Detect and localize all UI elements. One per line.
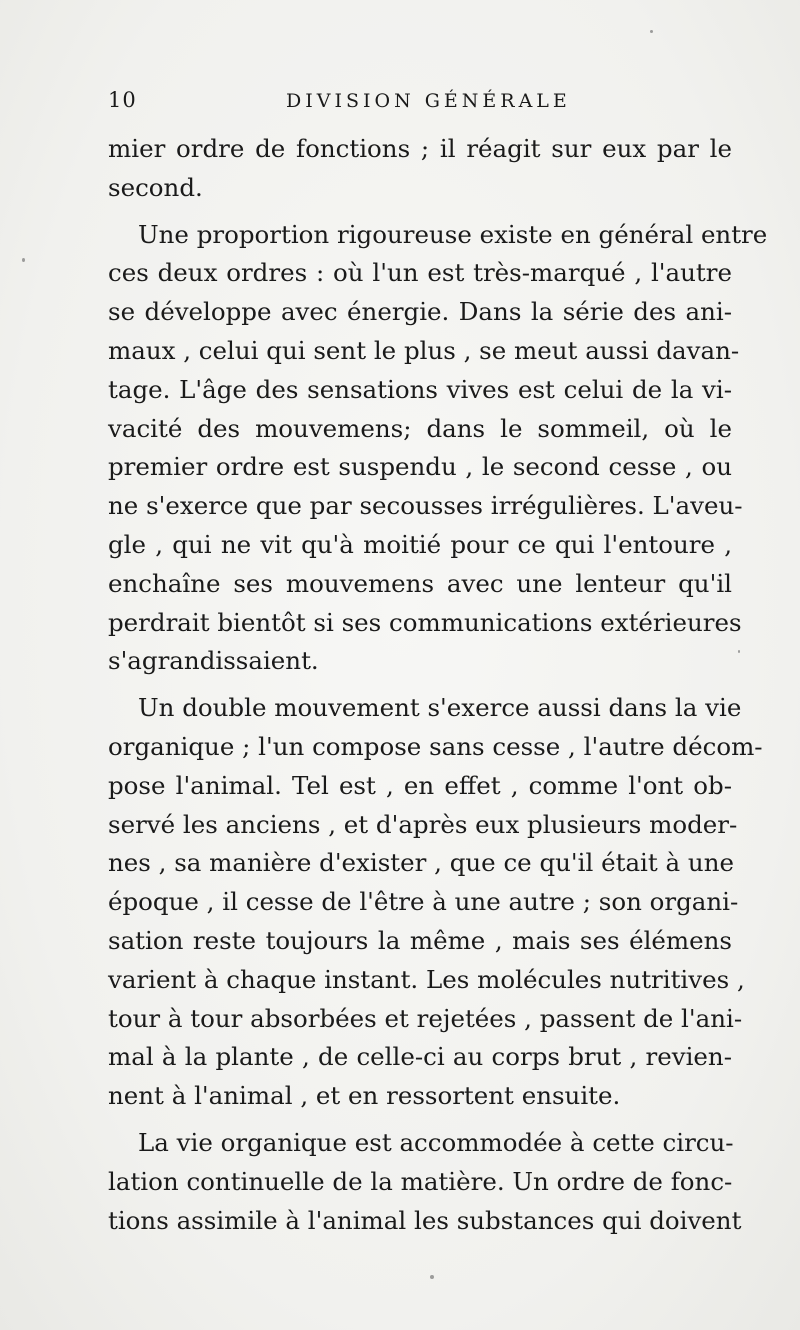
body-text [108, 130, 768, 1240]
text-line: maux , celui qui sent le plus , se meut aussi davan- [108, 335, 740, 365]
text-line: premier ordre est suspendu , le second cesse , ou [108, 452, 732, 482]
text-line: mal à la plante , de celle-ci au corps brut , revien- [108, 1042, 732, 1072]
paragraph-2 [108, 216, 768, 682]
paper-speck [650, 30, 653, 33]
text-line: se développe avec énergie. Dans la série des ani- [108, 297, 732, 327]
paragraph-1 [108, 130, 732, 208]
text-line: vacité des mouvemens; dans le sommeil, où le [108, 413, 732, 443]
text-line: sation reste toujours la même , mais ses élémens [108, 925, 732, 955]
page-number: 10 [108, 88, 137, 112]
text-line: s'agrandissaient. [108, 646, 319, 676]
text-line: tions assimile à l'animal les substances qui doivent [108, 1205, 742, 1235]
text-line: tage. L'âge des sensations vives est celui de la vi- [108, 374, 732, 404]
text-line: pose l'animal. Tel est , en effet , comme l'ont ob- [108, 770, 732, 800]
text-line: perdrait bientôt si ses communications extérieures [108, 607, 742, 637]
text-line: lation continuelle de la matière. Un ordre de fonc- [108, 1166, 733, 1196]
paper-speck [430, 1275, 434, 1279]
text-line: second. [108, 172, 203, 202]
text-line: enchaîne ses mouvemens avec une lenteur qu'il [108, 568, 732, 598]
text-line: servé les anciens , et d'après eux plusieurs moder- [108, 809, 738, 839]
text-line: nes , sa manière d'exister , que ce qu'il était à une [108, 848, 734, 878]
running-head [108, 88, 738, 122]
paragraph-4 [108, 1124, 742, 1240]
text-line: ne s'exerce que par secousses irrégulières. L'aveu- [108, 491, 743, 521]
text-line: gle , qui ne vit qu'à moitié pour ce qui l'entoure , [108, 529, 732, 559]
paragraph-3 [108, 689, 763, 1116]
running-title: DIVISION GÉNÉRALE [286, 90, 571, 112]
text-line: mier ordre de fonctions ; il réagit sur eux par le [108, 134, 732, 163]
text-line: Un double mouvement s'exerce aussi dans la vie [138, 693, 742, 723]
text-line: organique ; l'un compose sans cesse , l'autre décom- [108, 731, 763, 761]
text-line: La vie organique est accommodée à cette circu- [138, 1127, 734, 1157]
text-line: Une proportion rigoureuse existe en général entre [138, 219, 768, 249]
text-line: ces deux ordres : où l'un est très-marqué , l'autre [108, 258, 732, 288]
text-line: varient à chaque instant. Les molécules nutritives , [108, 964, 745, 994]
paper-speck [22, 258, 25, 262]
paper-speck [738, 650, 740, 653]
text-line: nent à l'animal , et en ressortent ensuite. [108, 1081, 621, 1111]
text-line: époque , il cesse de l'être à une autre ; son organi- [108, 887, 739, 917]
text-line: tour à tour absorbées et rejetées , passent de l'ani- [108, 1003, 743, 1033]
